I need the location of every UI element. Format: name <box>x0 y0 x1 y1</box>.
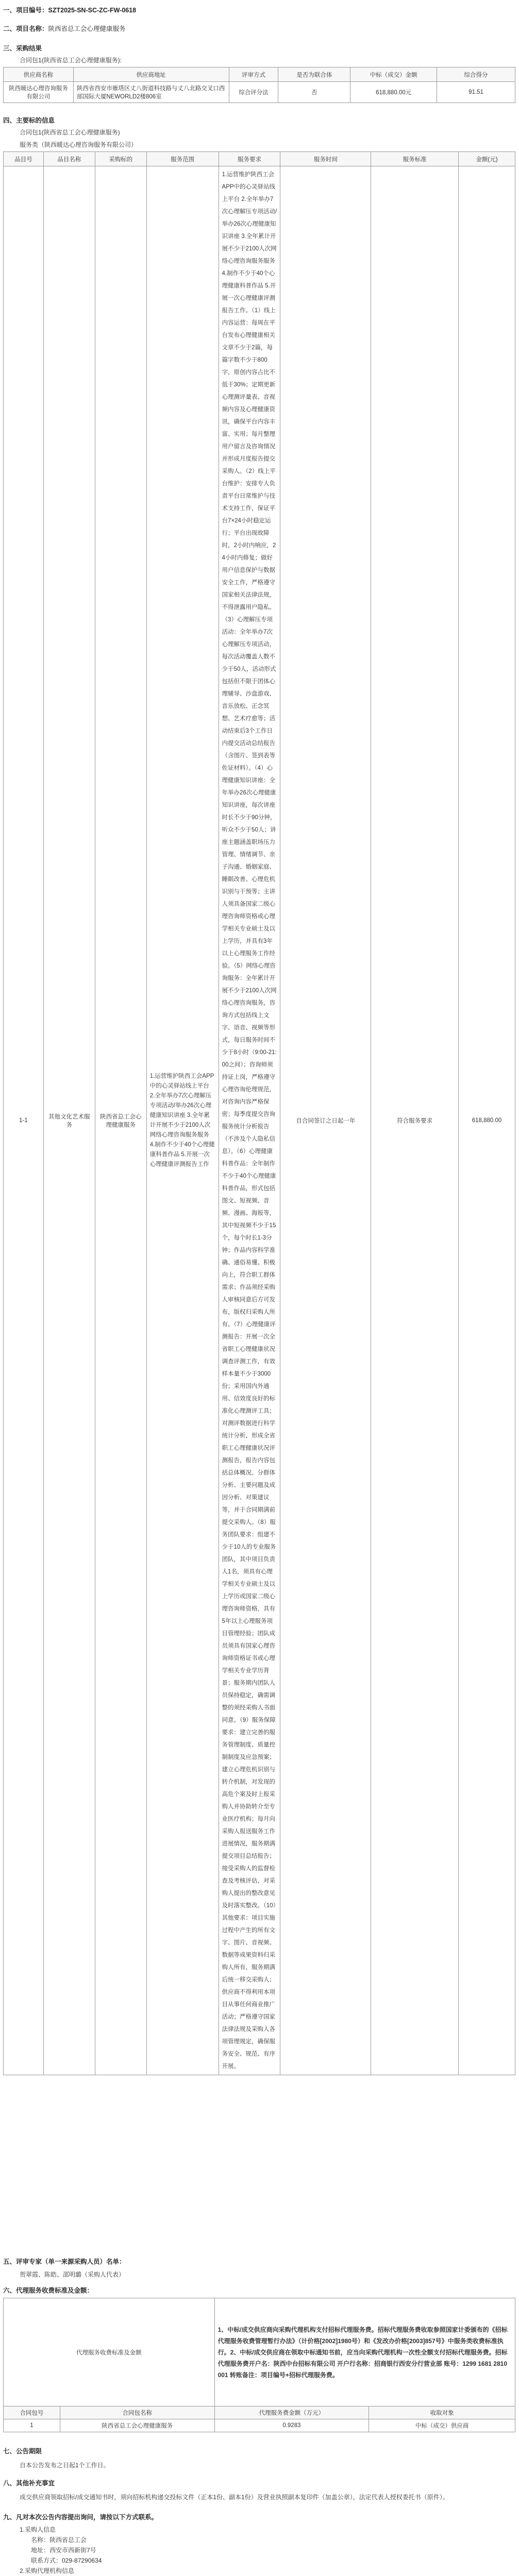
section-8-title: 八、其他补充事宜 <box>3 2480 55 2487</box>
result-joint: 否 <box>278 82 350 103</box>
supplement-text: 成交供应商领取招标/成交通知书时，须向招标机构递交投标文件（正本1份、副本1份）及营业执照副本复印件（加盖公章），法定代表人授权委托书（原件）。 <box>20 2494 449 2501</box>
project-no-label: 一、项目编号： <box>3 7 48 14</box>
section-9-title: 九、凡对本次公告内容提出询问，请按以下方式联系。 <box>3 2514 158 2521</box>
subject-col-amount: 金额(元) <box>459 152 515 166</box>
result-supplier: 陕西暖达心理咨询服务有限公司 <box>4 82 74 103</box>
notice-period-text: 自本公告发布之日起1个工作日。 <box>20 2462 110 2469</box>
buyer-phone: 联系方式：029-87290634 <box>31 2557 102 2564</box>
fee-amount: 0.9283 <box>214 2419 369 2432</box>
project-name-line <box>3 24 126 33</box>
s4-package-label: 合同包1(陕西省总工会心理健康服务) <box>20 129 120 136</box>
subject-standard: 符合服务要求 <box>371 166 459 2075</box>
subject-col-standard: 服务标准 <box>371 152 459 166</box>
section-7-title: 七、公告期限 <box>3 2448 42 2455</box>
fee-col-no: 合同包号 <box>4 2406 60 2419</box>
result-col-score: 综合得分 <box>437 67 515 82</box>
subject-no: 1-1 <box>4 166 44 2075</box>
fee-col-name: 合同包名称 <box>60 2406 214 2419</box>
subject-scope: 1.运营维护陕西工会APP中的心灵驿站线上平台 2.全年举办7次心理解压专项活动/举办26次心理健康知识讲座 3.全年累计开展不少于2100人次网络心理咨询服务服务 4.制作不少于40个心理健康科普作品 5.开展一次心理健康评测报告工作 <box>146 166 219 2075</box>
result-method: 综合评分法 <box>229 82 278 103</box>
fee-standard-label: 代理服务收费标准及金额 <box>4 2298 215 2406</box>
fee-row <box>4 2419 515 2432</box>
result-table <box>3 67 515 103</box>
result-score: 91.51 <box>437 82 515 103</box>
project-name: 陕西省总工会心理健康服务 <box>48 25 126 32</box>
result-col-method: 评审方式 <box>229 67 278 82</box>
subject-requirements: 1.运营维护陕西工会APP中的心灵驿站线上平台 2.全年举办7次心理解压专项活动/举办26次心理健康知识讲座 3.全年累计开展不少于2100人次网络心理咨询服务服务 4.制作不少于40个心理健康科普作品 5.开展一次心理健康评测报告工作。（1）线上内容运营：每周在平台发布心理健康相关文章不少于2篇，每篇字数不少于800字，原创内容占比不低于30%；定期更新心理测评量表、音视频内容及心理健康资讯，确保平台内容丰富、实用；每月整理用户留言及咨询情况并形成月度报告提交采购人。（2）线上平台维护：安排专人负责平台日常维护与技术支持工作，保证平台7×24小时稳定运行；平台出现故障时，2小时内响应，24小时内修复；做好用户信息保护与数据安全工作，严格遵守国家相关法律法规，不得泄露用户隐私。（3）心理解压专项活动：全年举办7次心理解压专项活动，每次活动覆盖人数不少于50人，活动形式包括但不限于团体心理辅导、沙盘游戏、音乐放松、正念冥想、艺术疗愈等；活动结束后3个工作日内提交活动总结报告（含图片、签到表等佐证材料）。（4）心理健康知识讲座：全年举办26次心理健康知识讲座，每次讲座时长不少于90分钟，听众不少于50人；讲座主题涵盖职场压力管理、情绪调节、亲子沟通、婚姻家庭、睡眠改善、心理危机识别与干预等；主讲人须具备国家二级心理咨询师资格或心理学相关专业硕士及以上学历，并具有3年以上心理服务工作经验。（5）网络心理咨询服务：全年累计开展不少于2100人次网络心理咨询服务，咨询方式包括线上文字、语音、视频等形式，每日服务时间不少于8小时（9:00-21:00之间）；咨询师须持证上岗，严格遵守心理咨询伦理规范，对咨询内容严格保密；每季度提交咨询服务统计分析报告（不涉及个人隐私信息）。（6）心理健康科普作品：全年制作不少于40个心理健康科普作品，形式包括图文、短视频、音频、漫画、海报等，其中短视频不少于15个，每个时长1-3分钟；作品内容科学准确、通俗易懂、积极向上，符合职工群体需求；作品须经采购人审核同意后方可发布，版权归采购人所有。（7）心理健康评测报告：开展一次全省职工心理健康状况调查评测工作，有效样本量不少于3000份；采用国内外通用、信效度良好的标准化心理测评工具；对测评数据进行科学统计分析，形成全省职工心理健康状况评测报告，报告内容包括总体概况、分群体分析、主要问题及成因分析、对策建议等，并于合同期满前提交采购人。（8）服务团队要求：组建不少于10人的专业服务团队，其中项目负责人1名，须具有心理学相关专业硕士及以上学历或国家二级心理咨询师资格，具有5年以上心理服务项目管理经验；团队成员须具有国家心理咨询师资格证书或心理学相关专业学历背景；服务期内团队人员保持稳定，确需调整的须经采购人书面同意。（9）服务保障要求：建立完善的服务管理制度、质量控制制度及应急预案；建立心理危机识别与转介机制，对发现的高危个案及时上报采购人并协助转介至专业医疗机构；每月向采购人报送服务工作进展情况，服务期满提交项目总结报告；接受采购人的监督检查及考核评估，对采购人提出的整改意见及时落实整改。（10）其他要求：项目实施过程中产生的所有文字、图片、音视频、数据等成果资料归采购人所有，服务期满后统一移交采购人；供应商不得利用本项目从事任何商业推广活动；严格遵守国家法律法规及采购人各项管理规定，确保服务安全、规范、有序开展。 <box>219 166 280 2075</box>
result-col-name: 供应商名称 <box>4 67 74 82</box>
result-amount: 618,880.00元 <box>350 82 437 103</box>
buyer-title: 1.采购人信息 <box>20 2526 56 2533</box>
subject-category: 其他文化艺术服务 <box>43 166 95 2075</box>
project-no: SZT2025-SN-SC-ZC-FW-0618 <box>48 7 137 14</box>
fee-col-amount: 代理服务费金额（万元） <box>214 2406 369 2419</box>
subject-time: 自合同签订之日起一年 <box>280 166 371 2075</box>
fee-payer: 中标（成交）供应商 <box>369 2419 515 2432</box>
result-row <box>4 82 515 103</box>
subject-table <box>3 151 515 2075</box>
subject-target: 陕西省总工会心理健康服务 <box>95 166 146 2075</box>
section-5-title: 五、评审专家（单一来源采购人员）名单： <box>3 2258 126 2265</box>
subject-col-time: 服务时间 <box>280 152 371 166</box>
section-3-title: 三、采购结果 <box>3 45 42 52</box>
project-name-label: 二、项目名称： <box>3 25 48 32</box>
section-6-title: 六、代理服务收费标准及金额： <box>3 2287 94 2294</box>
buyer-name: 名称：陕西省总工会 <box>31 2536 87 2544</box>
subject-col-target: 采购标的 <box>95 152 146 166</box>
subject-amount: 618,880.00 <box>459 166 515 2075</box>
fee-standard-text: 1、中标/成交供应商向采购代理机构支付招标代理服务费。招标代理服务费收取参照国家计委颁布的《招标代理服务收费管理暂行办法》（计价格[2002]1980号）和《发改办价格[2003]857号》中服务类收费标准执行。2、中标/成交供应商在领取中标通知书前，应当向采购代理机构一次性全额支付招标代理服务费。招标代理服务费开户名：陕西中台招标有限公司 开户行名称：招商银行西安分行营业部 账号：1299 1681 2810 001 转账备注：项目编号+招标代理服务费。 <box>214 2298 515 2406</box>
contact-block <box>20 2524 179 2576</box>
result-col-address: 供应商地址 <box>73 67 229 82</box>
s3-package-label: 合同包1(陕西省总工会心理健康服务): <box>20 57 122 64</box>
subject-col-category: 品目名称 <box>43 152 95 166</box>
fee-no: 1 <box>4 2419 60 2432</box>
buyer-address: 地址：西安市西新街7号 <box>31 2547 96 2554</box>
subject-col-no: 品目号 <box>4 152 44 166</box>
result-col-joint: 是否为联合体 <box>278 67 350 82</box>
result-col-amount: 中标（成交）金额 <box>350 67 437 82</box>
result-address: 陕西省西安市雁塔区丈八街道科技路与丈八北路交叉口西部国际大厦NEWORLD2楼806室 <box>73 82 229 103</box>
s4-provider-label: 服务类（陕西暖达心理咨询服务有限公司） <box>20 141 138 148</box>
expert-names: 贺翠霞、陈皓、邵明璐（采购人代表） <box>20 2271 125 2278</box>
subject-row <box>4 166 515 2075</box>
fee-table <box>3 2298 515 2432</box>
subject-col-requirements: 服务要求 <box>219 152 280 166</box>
section-4-title: 四、主要标的信息 <box>3 117 55 124</box>
subject-col-scope: 服务范围 <box>146 152 219 166</box>
fee-col-payer: 收取对象 <box>369 2406 515 2419</box>
project-no-line <box>3 5 136 14</box>
fee-name: 陕西省总工会心理健康服务 <box>60 2419 214 2432</box>
agent-title: 2.采购代理机构信息 <box>20 2567 75 2574</box>
